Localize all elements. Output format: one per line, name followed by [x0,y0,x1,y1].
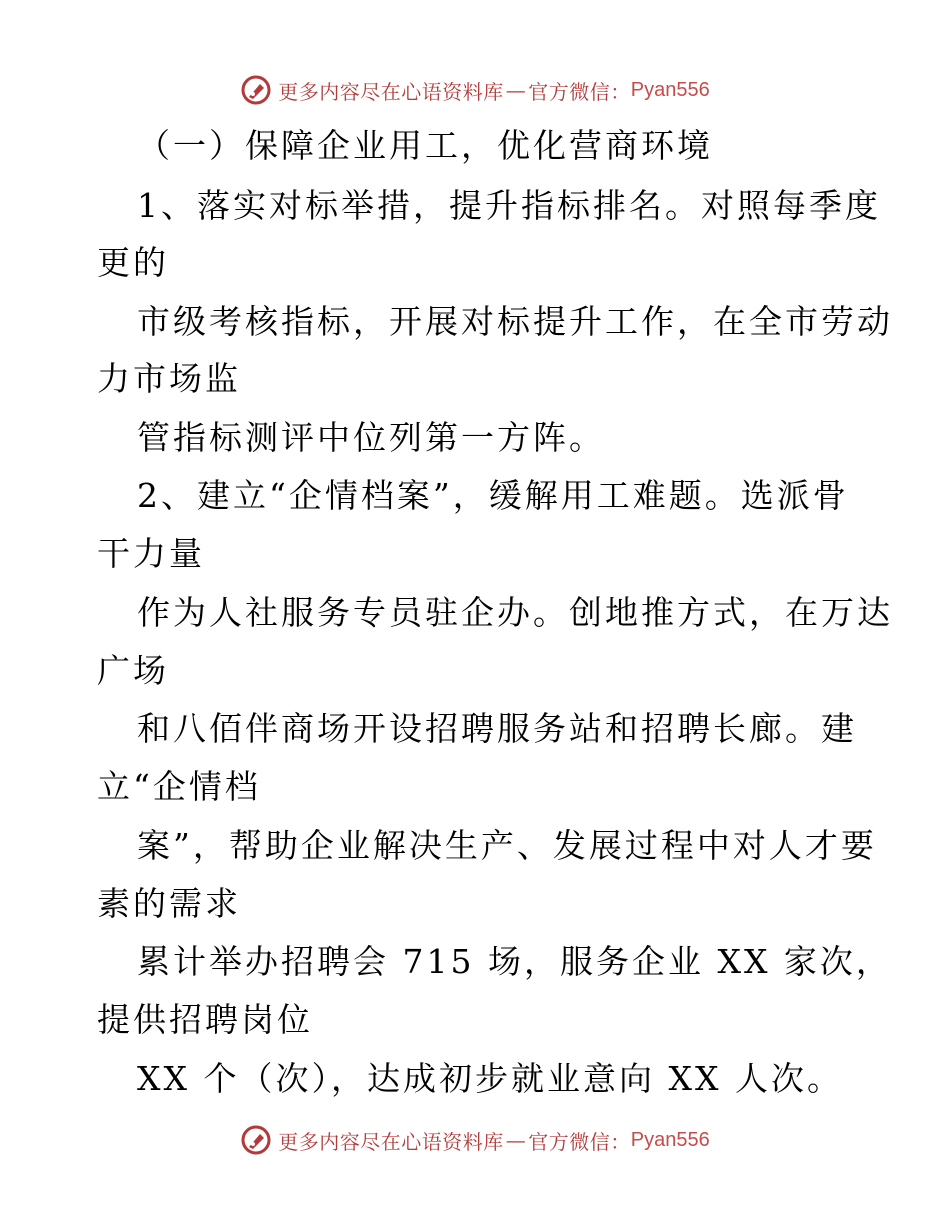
paragraph-line: 累计举办招聘会 715 场，服务企业 XX 家次， [137,942,892,981]
paragraph-line: 更的 [97,243,169,282]
watermark-site-text: 更多内容尽在心语资料库 [278,79,504,104]
paragraph-line: 力市场监 [97,359,241,398]
paragraph-line: 和八佰伴商场开设招聘服务站和招聘长廊。建 [137,709,857,748]
watermark-wechat-id: Pyan556 [630,1128,710,1151]
paragraph-line: 提供招聘岗位 [97,1000,313,1039]
paragraph-line: 广场 [97,651,169,690]
paragraph-line: 1、落实对标举措，提升指标排名。对照每季度 [137,186,881,225]
watermark-separator: — [505,1128,527,1152]
paragraph-line: 作为人社服务专员驻企办。创地推方式，在万达 [137,593,893,632]
paragraph-line: 管指标测评中位列第一方阵。 [137,418,605,457]
paragraph-line: 2、建立“企情档案”，缓解用工难题。选派骨 [137,476,849,515]
section-heading: （一）保障企业用工，优化营商环境 [137,126,713,165]
pen-nib-circle-icon [240,1124,272,1156]
watermark-wechat-id: Pyan556 [630,78,710,101]
paragraph-line: 立“企情档 [97,767,261,806]
watermark-site-text: 更多内容尽在心语资料库 [278,1129,504,1154]
paragraph-line: 案”，帮助企业解决生产、发展过程中对人才要 [137,826,877,865]
watermark-official-label: 官方微信： [528,1129,631,1154]
paragraph-line: 素的需求 [97,884,241,923]
watermark-banner-bottom [0,1120,950,1160]
watermark-separator: — [505,78,527,102]
paragraph-line: XX 个（次），达成初步就业意向 XX 人次。 [137,1059,843,1098]
paragraph-line: 干力量 [97,534,205,573]
paragraph-line: 市级考核指标，开展对标提升工作，在全市劳动 [137,302,893,341]
watermark-official-label: 官方微信： [528,79,631,104]
